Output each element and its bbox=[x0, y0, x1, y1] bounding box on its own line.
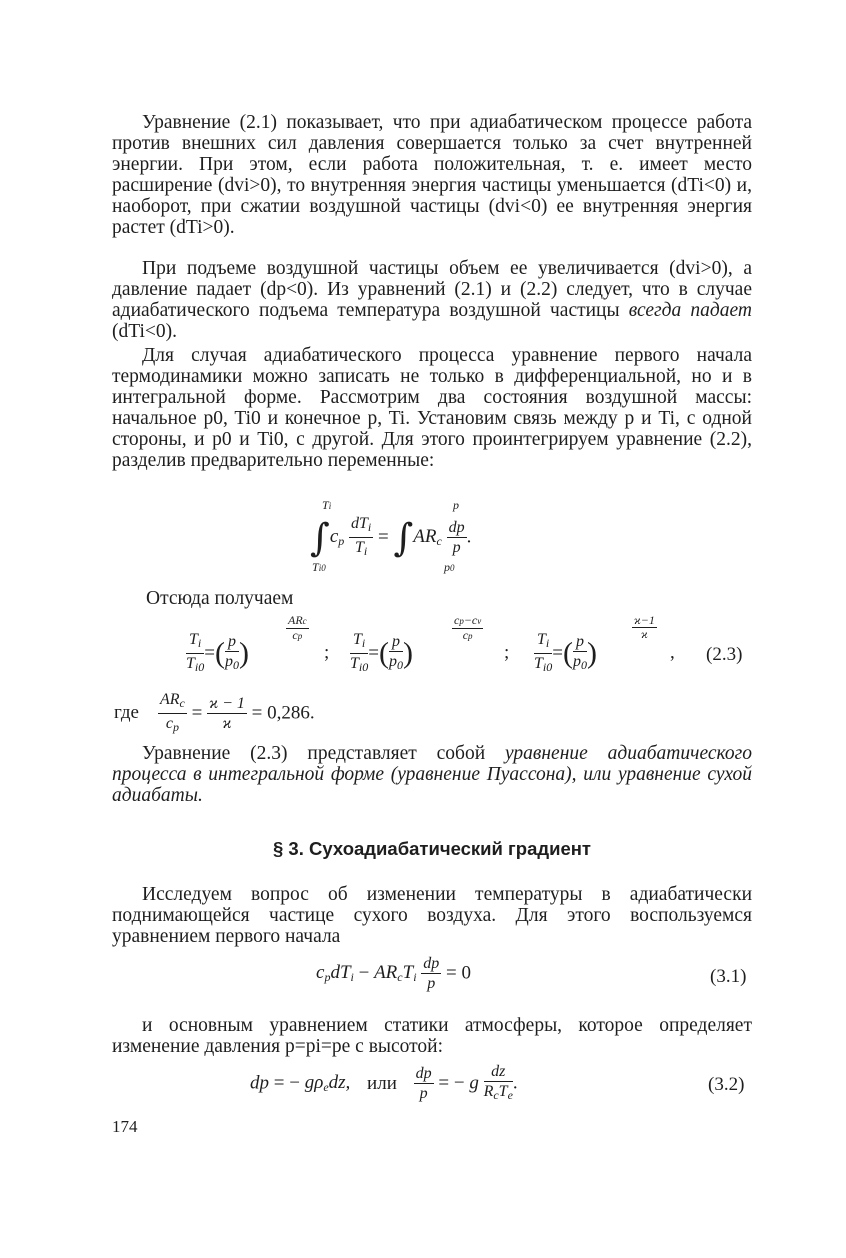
paragraph-air-parcel-rise: При подъеме воздушной частицы объем ее увеличивается (dvi>0), а давление падает (dp<0). Из уравнений (2.1) и (2.2) следует, что в случае адиабатического подъема температура воздушной частицы всегда падает (dTi<0). bbox=[112, 258, 753, 342]
equation-3-2: dp = − $g\rho_edz$, или $\frac{dp}{p}$ = − g dz $R_cT_e$ . bbox=[250, 1063, 518, 1102]
section-heading: § 3. Сухоадиабатический градиент bbox=[273, 838, 591, 859]
where-line: где $AR_c$ $c_p$ = $\frac{ϰ - 1}{ϰ}$ = 0,286. bbox=[114, 691, 315, 734]
page-number: 174 bbox=[112, 1117, 138, 1136]
emphasis-poisson: уравнение адиабатического процесса в интегральной форме (уравнение Пуассона), или уравнение сухой адиабаты. bbox=[112, 743, 752, 806]
equation-3-1: $c_pdT_i - AR_cT_i$ $\frac{dp}{p}$ = 0 bbox=[316, 955, 472, 992]
hence-label: Отсюда получаем bbox=[146, 588, 294, 609]
equation-number-2-3: (2.3) bbox=[706, 644, 743, 665]
integral-equation: Ti Ti0 p p0 $\int c_p$ $dT_i$ $T_i$ = $\int AR_c$ $\frac{dp}{p}$ . bbox=[310, 498, 472, 574]
emphasis-always-falls: всегда падает bbox=[628, 300, 753, 321]
paragraph-poisson-equation: Уравнение (2.3) представляет собой уравнение адиабатического процесса в интегральной форме (уравнение Пуассона), или уравнение сухой адиабаты. bbox=[112, 743, 752, 806]
paragraph-integral-form: Для случая адиабатического процесса уравнение первого начала термодинамики можно записать не только в дифференциальной, но и в интегральной форме. Рассмотрим два состояния воздушной массы: начальное p0, Ti0 и конечное p, Ti. Установим связь между p и Ti, с одной стороны, и p0 и Ti0, с другой. Для этого проинтегрируем уравнение (2.2), разделив предварительно переменные: bbox=[112, 345, 752, 471]
equation-number-3-1: (3.1) bbox=[710, 966, 747, 987]
equation-number-3-2: (3.2) bbox=[708, 1074, 745, 1095]
poisson-equations: $\frac{T_i}{T_{i0}}$ =( $\frac{p}{p_0}$ ) ARc cp ; $\frac{T_i}{T_{i0}}$ =( $\frac{p}{p_0}$ ) cp−cv cp ; $\frac{T_i}{T_{i0}}$ =( $\frac{p}{p_0}$ ) ϰ−1 ϰ , bbox=[186, 613, 675, 674]
paragraph-adiabatic-work: Уравнение (2.1) показывает, что при адиабатическом процессе работа против внешних сил давления совершается только за счет внутренней энергии. При этом, если работа положительная, т. е. имеет место расширение (dvi>0), то внутренняя энергия частицы уменьшается (dTi<0) и, наоборот, при сжатии воздушной частицы (dvi<0) ее внутренняя энергия растет (dTi>0). bbox=[112, 112, 752, 238]
paragraph-atmospheric-statics: и основным уравнением статики атмосферы, которое определяет изменение давления p=pi=pe с высотой: bbox=[112, 1015, 752, 1057]
paragraph-dry-air-temperature: Исследуем вопрос об изменении температуры в адиабатически поднимающейся частице сухого воздуха. Для этого воспользуемся уравнением первого начала bbox=[112, 884, 752, 947]
